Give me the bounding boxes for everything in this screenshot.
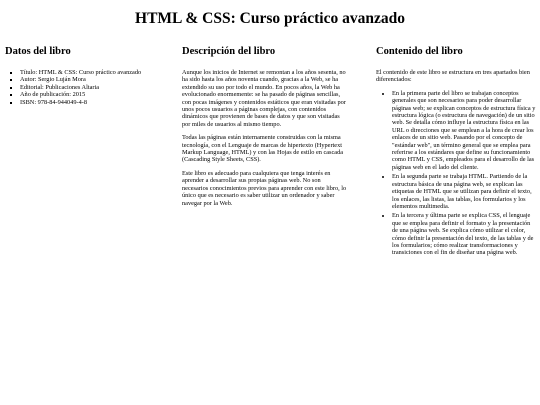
datos-item-editorial: ▪ Editorial: Publicaciones Altaria — [20, 84, 173, 91]
datos-item-titulo: ▪ Título: HTML & CSS: Curso práctico avanzado — [20, 69, 173, 76]
datos-list — [5, 69, 173, 106]
contenido-section — [376, 46, 536, 259]
contenido-item-segunda-parte: • En la segunda parte se trabaja HTML. Partiendo de la estructura básica de una página web, se explican las etiquetas de HTML que se utilizan para definir el texto, los enlaces, las listas, las tablas, los formularios y los elementos multimedia. — [392, 173, 536, 210]
descripcion-paragraph-1: Aunque los inicios de Internet se remontan a los años sesenta, no ha sido hasta los años noventa cuando, gracias a la Web, se ha extendido su uso por todo el mundo. En pocos años, la Web ha evolucionado enormemente: se ha pasado de páginas sencillas, con pocas imágenes y contenidos estáticos que eran visitadas por unos pocos usuarios a páginas complejas, con contenidos dinámicos que provienen de bases de datos y que son visitadas por miles de usuarios al mismo tiempo. — [182, 69, 346, 128]
page-title: HTML & CSS: Curso práctico avanzado — [135, 10, 405, 27]
descripcion-section — [182, 46, 348, 213]
descripcion-paragraph-2: Todas las páginas están internamente construidas con la misma tecnología, con el Lenguaje de marcas de hipertexto (Hypertext Markup Language, HTML) y con las Hojas de estilo en cascada (Cascading Style Sheets, CSS). — [182, 134, 344, 164]
datos-section — [5, 46, 173, 106]
datos-item-autor: ▪ Autor: Sergio Luján Mora — [20, 76, 173, 83]
contenido-item-primera-parte: • En la primera parte del libro se trabajan conceptos generales que son necesarios para poder desarrollar páginas web; se explican conceptos de estructura física y estructura lógica (o estructura de navegación) de un sitio web. Se detalla cómo influye la estructura física en las URL o direcciones que se emplean a la hora de crear los enlaces de un sitio web. Pasando por el concepto de "estándar web", un término general que se emplea para referirse a los estándares que define su funcionamiento como HTML y CSS, empleados para el desarrollo de las páginas web en el lado del cliente. — [392, 90, 536, 171]
descripcion-paragraph-3: Este libro es adecuado para cualquiera que tenga interés en aprender a desarrollar sus propias páginas web. No son necesarios conocimientos previos para aprender con este libro, lo único que es necesario es saber utilizar un ordenador y saber navegar por la Web. — [182, 169, 347, 207]
descripcion-heading: Descripción del libro — [182, 46, 276, 57]
contenido-heading: Contenido del libro — [376, 46, 463, 57]
datos-item-isbn: ▪ ISBN: 978-84-944049-4-8 — [20, 99, 173, 106]
contenido-list — [376, 90, 536, 257]
datos-heading: Datos del libro — [5, 46, 71, 57]
contenido-intro: El contenido de este libro se estructura en tres apartados bien diferenciados: — [376, 69, 530, 84]
datos-item-anio: ▪ Año de publicación: 2015 — [20, 91, 173, 98]
contenido-item-tercera-parte: • En la tercera y última parte se explica CSS, el lenguaje que se emplea para definir el formato y la presentación de una página web. Se explica cómo utilizar el color, cómo definir la presentación del texto, de las tablas y de los formularios; cómo realizar transformaciones y transiciones con el fin de diseñar una página web. — [392, 212, 536, 256]
